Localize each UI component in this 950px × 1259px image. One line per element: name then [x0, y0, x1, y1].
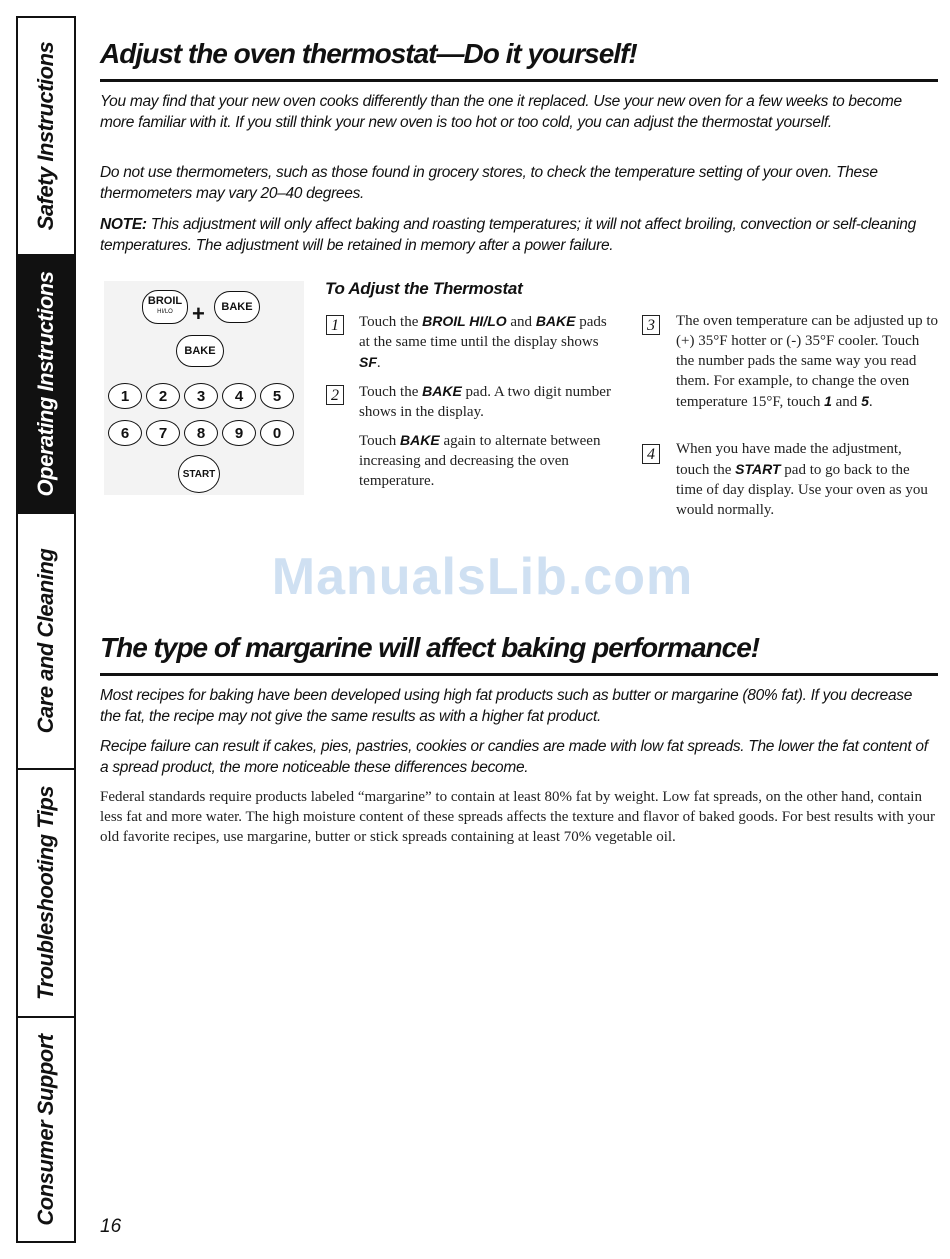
step-1-number: 1	[326, 315, 344, 335]
number-pad-4[interactable]: 4	[222, 383, 256, 409]
thermometer-paragraph: Do not use thermometers, such as those found in grocery stores, to check the temperature setting of your oven. These thermometers may vary 20–40 degrees.	[100, 164, 878, 202]
title-rule-2	[100, 673, 938, 676]
number-pad-2[interactable]: 2	[146, 383, 180, 409]
broil-hi-lo-pad[interactable]: BROIL HI/LO	[142, 290, 188, 324]
section-tabs	[16, 16, 76, 1243]
note-paragraph: NOTE: This adjustment will only affect baking and roasting temperatures; it will not affect broiling, convection or self-cleaning temperatures. The adjustment will be retained in memory after a power failure.	[100, 216, 916, 254]
page-number: 16	[100, 1216, 122, 1237]
section-title-thermostat: Adjust the oven thermostat—Do it yourself!	[100, 38, 637, 69]
number-pad-3[interactable]: 3	[184, 383, 218, 409]
steps-heading: To Adjust the Thermostat	[325, 279, 523, 298]
step-2-continued: Touch BAKE again to alternate between increasing and decreasing the oven temperature.	[359, 432, 601, 489]
tab-safety-instructions[interactable]: Safety Instructions	[18, 18, 74, 256]
number-pad-8[interactable]: 8	[184, 420, 218, 446]
step-2-number: 2	[326, 385, 344, 405]
step-1-text: Touch the BROIL HI/LO and BAKE pads at the same time until the display shows SF.	[359, 313, 607, 371]
margarine-paragraph-1: Most recipes for baking have been developed using high fat products such as butter or margarine (80% fat). If you decrease the fat, the recipe may not give the same results as with a higher fat product.	[100, 687, 913, 725]
section-title-margarine: The type of margarine will affect baking performance!	[100, 632, 760, 663]
intro-paragraph: You may find that your new oven cooks differently than the one it replaced. Use your new oven for a few weeks to become more familiar with it. If you still think your new oven is too hot or too cold, you can adjust the thermostat yourself.	[100, 93, 902, 131]
step-4-text: When you have made the adjustment, touch the START pad to go back to the time of day display. Use your oven as you would normally.	[676, 441, 928, 518]
tab-care-and-cleaning[interactable]: Care and Cleaning	[18, 514, 74, 770]
number-pad-6[interactable]: 6	[108, 420, 142, 446]
number-pad-0[interactable]: 0	[260, 420, 294, 446]
number-pad-5[interactable]: 5	[260, 383, 294, 409]
tab-troubleshooting-tips[interactable]: Troubleshooting Tips	[18, 770, 74, 1018]
start-pad[interactable]: START	[178, 455, 220, 493]
number-pad-1[interactable]: 1	[108, 383, 142, 409]
step-3-number: 3	[642, 315, 660, 335]
step-4-number: 4	[642, 444, 660, 464]
margarine-paragraph-3: Federal standards require products labeled “margarine” to contain at least 80% fat by weight. Low fat spreads, on the other hand, contain less fat and more water. The high moisture content of these spreads affects the texture and flavor of baked goods. For best results with your old favorite recipes, use margarine, butter or stick spreads containing at least 70% vegetable oil.	[100, 789, 936, 845]
title-rule	[100, 79, 938, 82]
step-2-text: Touch the BAKE pad. A two digit number shows in the display.	[359, 383, 611, 420]
tab-operating-instructions[interactable]: Operating Instructions	[18, 256, 74, 514]
plus-sign: +	[192, 301, 205, 326]
bake-pad-top[interactable]: BAKE	[214, 291, 260, 323]
number-pad-7[interactable]: 7	[146, 420, 180, 446]
watermark: ManualsLib.com	[271, 548, 694, 606]
bake-pad[interactable]: BAKE	[176, 335, 224, 367]
keypad-illustration	[104, 281, 304, 495]
margarine-paragraph-2: Recipe failure can result if cakes, pies, pastries, cookies or candies are made with low fat spreads. The lower the fat content of a spread product, the more noticeable these differences become.	[100, 738, 928, 776]
number-pad-9[interactable]: 9	[222, 420, 256, 446]
step-3-text: The oven temperature can be adjusted up to (+) 35°F hotter or (-) 35°F cooler. Touch the number pads the same way you read them. For example, to change the oven temperature 15°F, touch 1 and 5.	[676, 313, 938, 410]
note-label: NOTE:	[100, 216, 147, 233]
tab-consumer-support[interactable]: Consumer Support	[33, 1033, 58, 1226]
